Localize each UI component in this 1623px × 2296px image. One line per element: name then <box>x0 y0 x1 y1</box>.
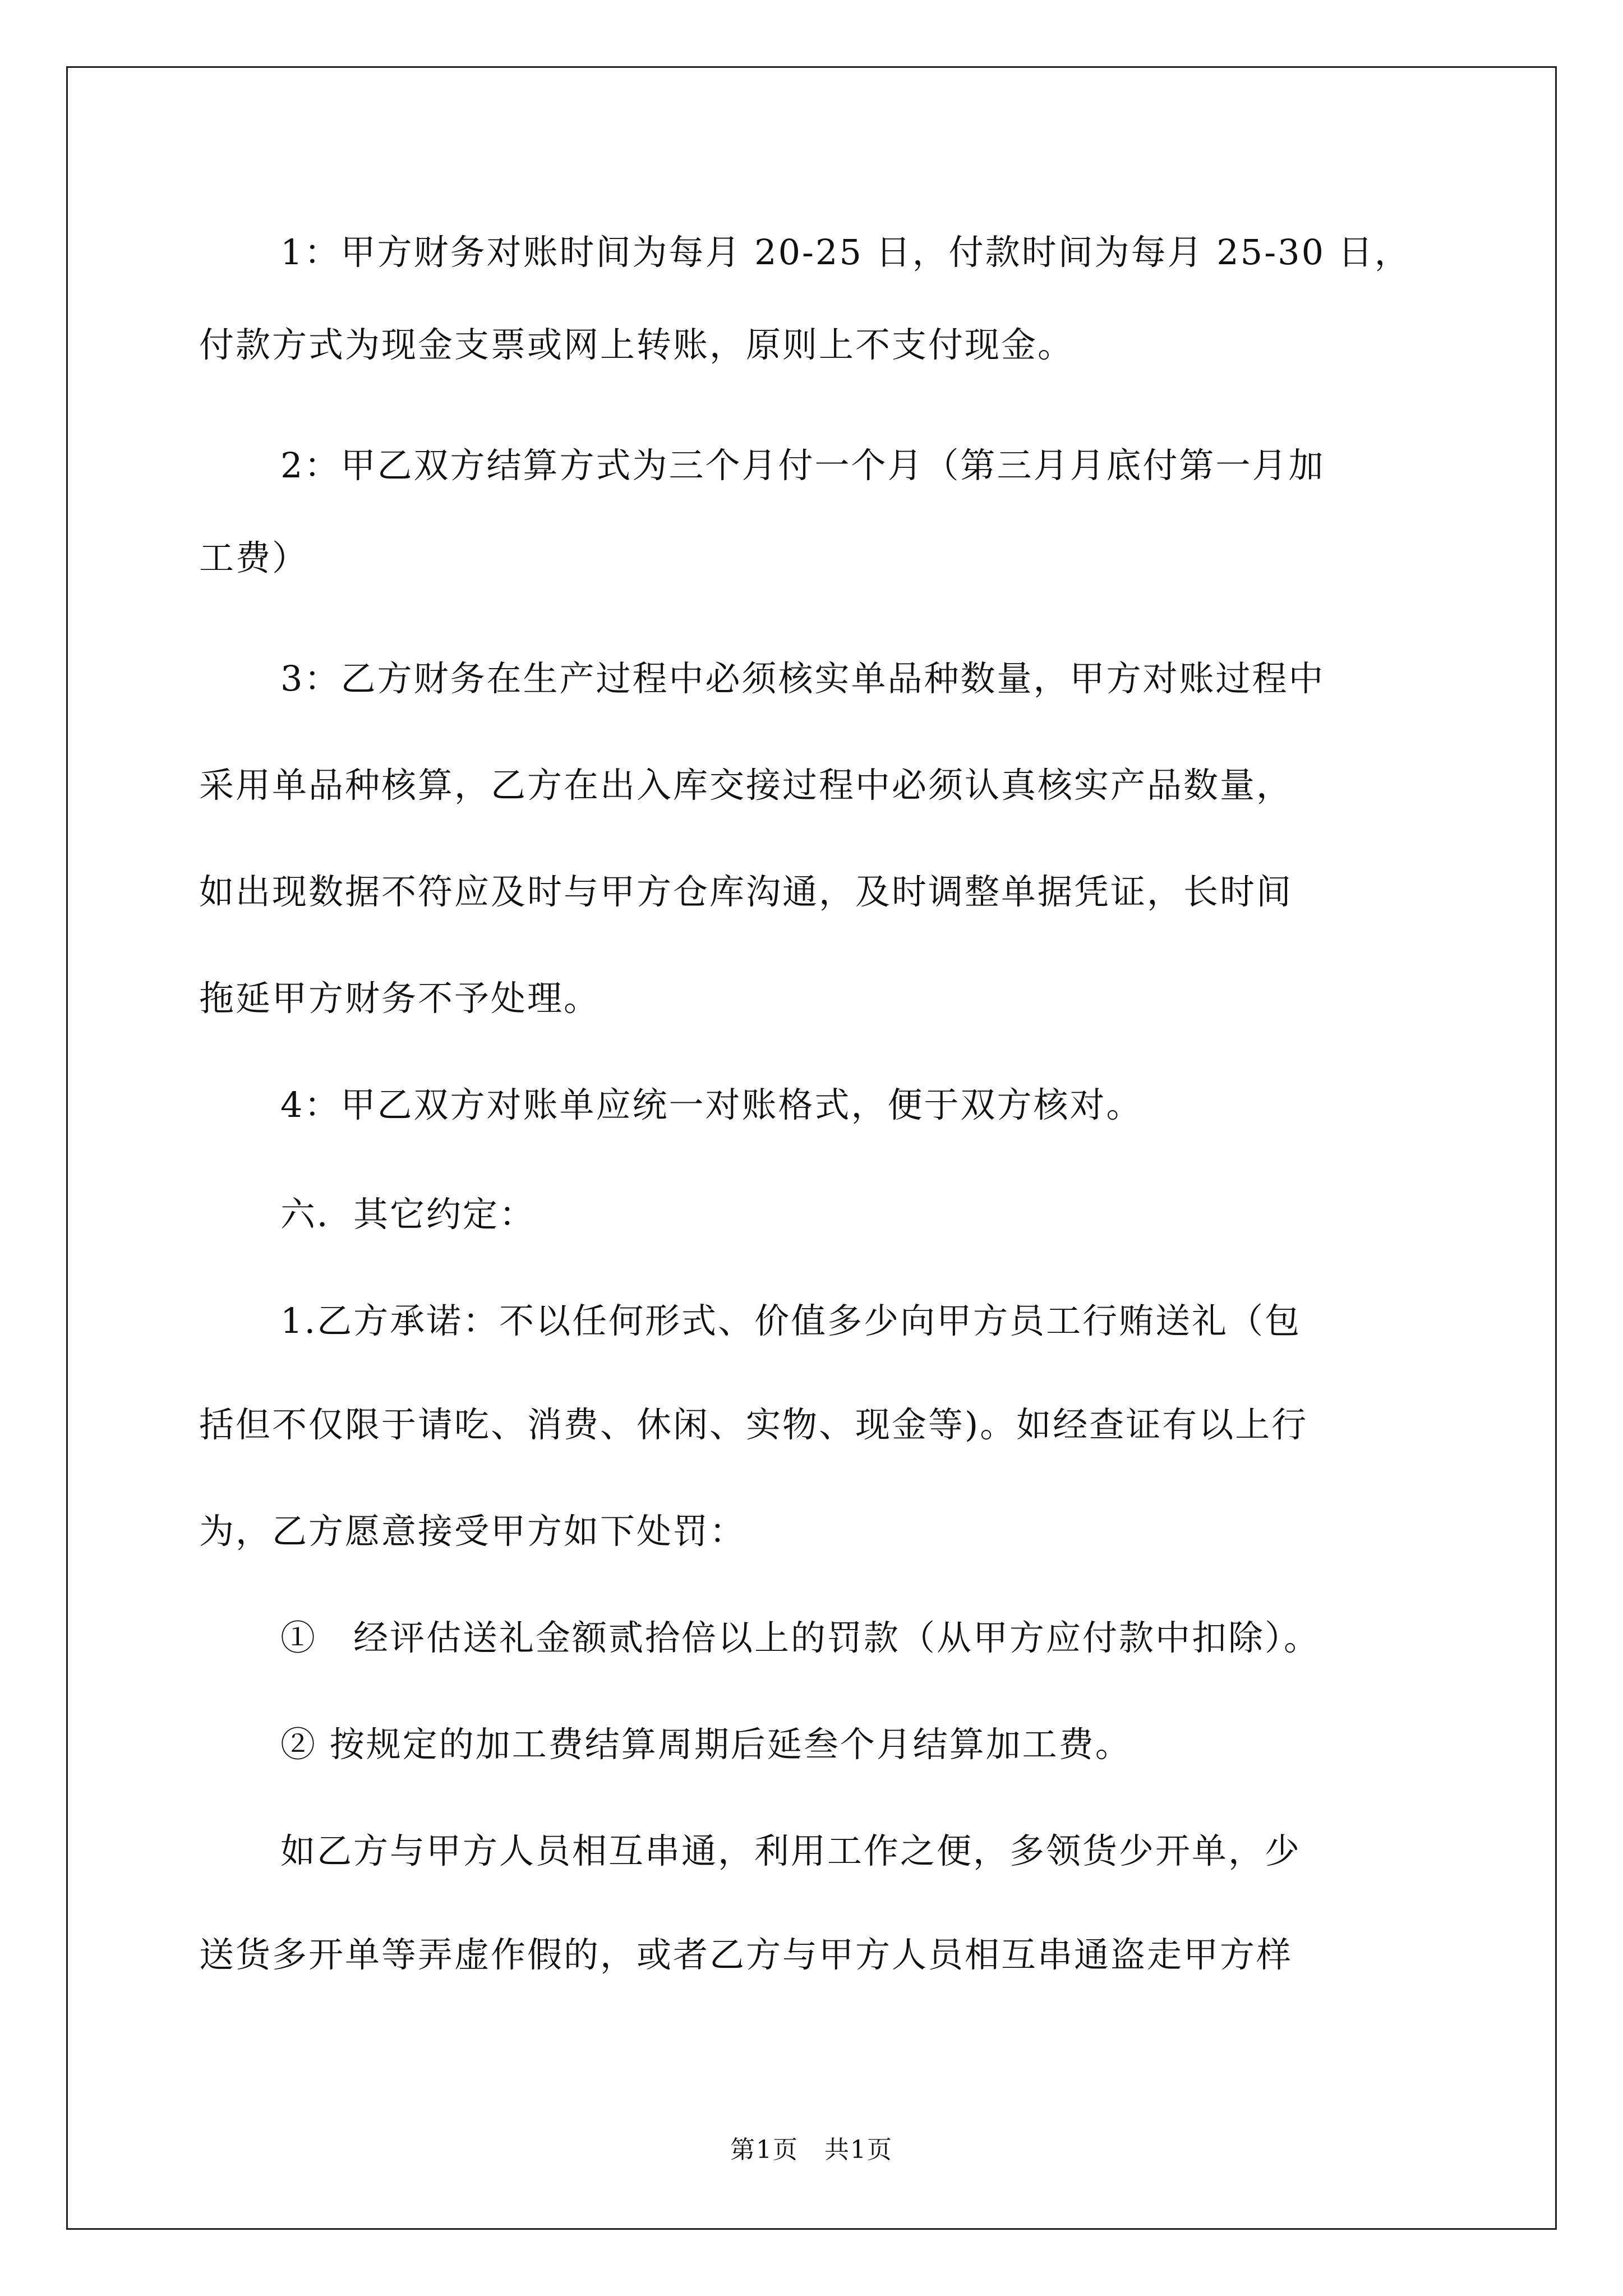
paragraph-line: 3：乙方财务在生产过程中必须核实单品种数量，甲方对账过程中 <box>280 658 1325 699</box>
paragraph-line: 2：甲乙双方结算方式为三个月付一个月（第三月月底付第一月加 <box>280 445 1325 486</box>
paragraph-line: 括但不仅限于请吃、消费、休闲、实物、现金等)。如经查证有以上行 <box>199 1404 1308 1445</box>
page-number-footer: 第1页 共1页 <box>730 2136 893 2164</box>
page-border <box>66 66 1557 2230</box>
paragraph-line: 为，乙方愿意接受甲方如下处罚： <box>199 1511 746 1552</box>
paragraph-line: 1.乙方承诺：不以任何形式、价值多少向甲方员工行贿送礼（包 <box>280 1300 1302 1341</box>
paragraph-line: 采用单品种核算，乙方在出入库交接过程中必须认真核实产品数量， <box>199 765 1293 806</box>
paragraph-line: 1：甲方财务对账时间为每月 20-25 日，付款时间为每月 25-30 日， <box>280 232 1411 273</box>
paragraph-line: 如乙方与甲方人员相互串通，利用工作之便，多领货少开单，少 <box>280 1830 1302 1871</box>
paragraph-line: 送货多开单等弄虚作假的，或者乙方与甲方人员相互串通盗走甲方样 <box>199 1934 1293 1975</box>
paragraph-line: 4：甲乙双方对账单应统一对账格式，便于双方核对。 <box>280 1084 1143 1125</box>
paragraph-line: 如出现数据不符应及时与甲方仓库沟通，及时调整单据凭证，长时间 <box>199 871 1293 912</box>
list-item: ② 按规定的加工费结算周期后延叁个月结算加工费。 <box>280 1724 1132 1765</box>
paragraph-line: 工费） <box>199 537 309 578</box>
paragraph-line: 拖延甲方财务不予处理。 <box>199 978 601 1019</box>
list-item: ① 经评估送礼金额贰拾倍以上的罚款（从甲方应付款中扣除）。 <box>280 1617 1321 1658</box>
paragraph-line: 付款方式为现金支票或网上转账，原则上不支付现金。 <box>199 324 1075 365</box>
section-heading: 六．其它约定： <box>280 1194 536 1235</box>
